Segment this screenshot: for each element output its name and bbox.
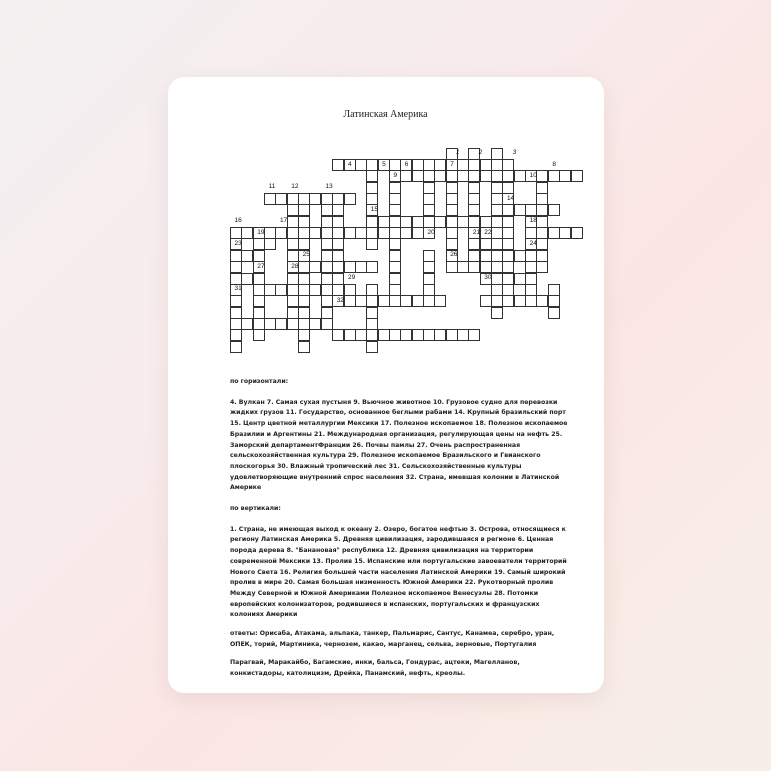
crossword-cell[interactable] bbox=[230, 318, 242, 330]
crossword-cell[interactable] bbox=[366, 307, 378, 319]
crossword-cell[interactable] bbox=[298, 307, 310, 319]
crossword-cell[interactable] bbox=[446, 182, 458, 194]
crossword-cell[interactable] bbox=[389, 159, 401, 171]
crossword-cell[interactable] bbox=[525, 261, 537, 273]
crossword-cell[interactable] bbox=[571, 170, 583, 182]
crossword-cell[interactable] bbox=[366, 170, 378, 182]
crossword-cell[interactable] bbox=[434, 295, 446, 307]
crossword-cell[interactable] bbox=[400, 227, 412, 239]
crossword-cell[interactable] bbox=[366, 216, 378, 228]
crossword-cell[interactable] bbox=[548, 227, 560, 239]
crossword-cell[interactable] bbox=[366, 329, 378, 341]
crossword-cell[interactable] bbox=[423, 204, 435, 216]
crossword-cell[interactable] bbox=[536, 204, 548, 216]
crossword-cell[interactable] bbox=[571, 227, 583, 239]
crossword-cell[interactable] bbox=[366, 318, 378, 330]
crossword-cell[interactable] bbox=[536, 238, 548, 250]
crossword-cell[interactable] bbox=[412, 216, 424, 228]
crossword-cell[interactable] bbox=[468, 329, 480, 341]
crossword-cell[interactable] bbox=[434, 170, 446, 182]
crossword-cell[interactable] bbox=[412, 329, 424, 341]
crossword-cell[interactable] bbox=[230, 295, 242, 307]
crossword-cell[interactable] bbox=[480, 261, 492, 273]
clue-number: 16 bbox=[234, 217, 242, 225]
crossword-cell[interactable] bbox=[446, 170, 458, 182]
crossword-cell[interactable] bbox=[491, 182, 503, 194]
clue-number: 10 bbox=[529, 171, 537, 179]
crossword-cell[interactable] bbox=[253, 273, 265, 285]
clue-number: 8 bbox=[552, 160, 556, 168]
clue-number: 11 bbox=[268, 183, 276, 191]
crossword-cell[interactable] bbox=[389, 250, 401, 262]
crossword-cell[interactable] bbox=[468, 238, 480, 250]
crossword-cell[interactable] bbox=[298, 227, 310, 239]
crossword-cell[interactable] bbox=[389, 204, 401, 216]
crossword-cell[interactable] bbox=[321, 216, 333, 228]
crossword-cell[interactable] bbox=[298, 318, 310, 330]
crossword-cell[interactable] bbox=[502, 159, 514, 171]
crossword-cell[interactable] bbox=[457, 159, 469, 171]
crossword-cell[interactable] bbox=[230, 341, 242, 353]
crossword-cell[interactable] bbox=[389, 295, 401, 307]
crossword-cell[interactable] bbox=[241, 227, 253, 239]
crossword-cell[interactable] bbox=[275, 284, 287, 296]
crossword-cell[interactable] bbox=[287, 227, 299, 239]
crossword-cell[interactable] bbox=[502, 250, 514, 262]
crossword-cell[interactable] bbox=[468, 261, 480, 273]
crossword-cell[interactable] bbox=[253, 238, 265, 250]
crossword-cell[interactable] bbox=[298, 238, 310, 250]
crossword-cell[interactable] bbox=[480, 170, 492, 182]
crossword-cell[interactable] bbox=[491, 170, 503, 182]
crossword-cell[interactable] bbox=[298, 295, 310, 307]
crossword-cell[interactable] bbox=[241, 273, 253, 285]
clue-number: 23 bbox=[234, 239, 242, 247]
crossword-cell[interactable] bbox=[423, 193, 435, 205]
crossword-cell[interactable] bbox=[502, 182, 514, 194]
crossword-cell[interactable] bbox=[275, 318, 287, 330]
crossword-cell[interactable] bbox=[457, 329, 469, 341]
crossword-cell[interactable] bbox=[253, 250, 265, 262]
crossword-cell[interactable] bbox=[423, 295, 435, 307]
crossword-cell[interactable] bbox=[468, 193, 480, 205]
crossword-cell[interactable] bbox=[457, 261, 469, 273]
clue-number: 6 bbox=[404, 160, 409, 168]
crossword-cell[interactable] bbox=[491, 295, 503, 307]
crossword-cell[interactable] bbox=[366, 238, 378, 250]
crossword-cell[interactable] bbox=[389, 227, 401, 239]
crossword-cell[interactable] bbox=[332, 216, 344, 228]
crossword-cell[interactable] bbox=[446, 238, 458, 250]
crossword-cell[interactable] bbox=[468, 250, 480, 262]
crossword-cell[interactable] bbox=[332, 261, 344, 273]
crossword-cell[interactable] bbox=[298, 204, 310, 216]
crossword-cell[interactable] bbox=[400, 170, 412, 182]
clue-number: 5 bbox=[382, 160, 386, 168]
crossword-cell[interactable] bbox=[434, 216, 446, 228]
crossword-cell[interactable] bbox=[253, 284, 265, 296]
crossword-cell[interactable] bbox=[287, 318, 299, 330]
crossword-cell[interactable] bbox=[389, 284, 401, 296]
crossword-cell[interactable] bbox=[355, 295, 367, 307]
crossword-cell[interactable] bbox=[298, 284, 310, 296]
clue-number: 4 bbox=[348, 160, 352, 168]
crossword-cell[interactable] bbox=[480, 216, 492, 228]
crossword-cell[interactable] bbox=[253, 295, 265, 307]
crossword-cell[interactable] bbox=[389, 193, 401, 205]
crossword-cell[interactable] bbox=[548, 284, 560, 296]
vertical-heading: по вертикали: bbox=[230, 505, 281, 513]
crossword-cell[interactable] bbox=[480, 295, 492, 307]
crossword-cell[interactable] bbox=[230, 261, 242, 273]
clue-number: 32 bbox=[336, 296, 344, 304]
crossword-cell[interactable] bbox=[287, 250, 299, 262]
crossword-cell[interactable] bbox=[321, 307, 333, 319]
crossword-cell[interactable] bbox=[264, 284, 276, 296]
crossword-cell[interactable] bbox=[241, 250, 253, 262]
crossword-cell[interactable] bbox=[389, 273, 401, 285]
crossword-cell[interactable] bbox=[389, 182, 401, 194]
crossword-cell[interactable] bbox=[253, 318, 265, 330]
crossword-cell[interactable] bbox=[309, 261, 321, 273]
crossword-cell[interactable] bbox=[536, 295, 548, 307]
crossword-cell[interactable] bbox=[366, 284, 378, 296]
crossword-cell[interactable] bbox=[287, 295, 299, 307]
crossword-cell[interactable] bbox=[264, 227, 276, 239]
crossword-cell[interactable] bbox=[378, 227, 390, 239]
crossword-cell[interactable] bbox=[536, 193, 548, 205]
crossword-cell[interactable] bbox=[332, 204, 344, 216]
crossword-cell[interactable] bbox=[423, 216, 435, 228]
crossword-cell[interactable] bbox=[378, 295, 390, 307]
crossword-cell[interactable] bbox=[366, 193, 378, 205]
crossword-cell[interactable] bbox=[298, 193, 310, 205]
crossword-cell[interactable] bbox=[491, 148, 503, 160]
crossword-cell[interactable] bbox=[480, 159, 492, 171]
crossword-cell[interactable] bbox=[468, 204, 480, 216]
crossword-cell[interactable] bbox=[502, 238, 514, 250]
crossword-cell[interactable] bbox=[423, 182, 435, 194]
crossword-cell[interactable] bbox=[536, 227, 548, 239]
crossword-cell[interactable] bbox=[309, 318, 321, 330]
crossword-cell[interactable] bbox=[525, 273, 537, 285]
crossword-cell[interactable] bbox=[559, 170, 571, 182]
crossword-cell[interactable] bbox=[355, 329, 367, 341]
crossword-cell[interactable] bbox=[514, 273, 526, 285]
crossword-cell[interactable] bbox=[536, 170, 548, 182]
crossword-cell[interactable] bbox=[491, 238, 503, 250]
crossword-cell[interactable] bbox=[491, 284, 503, 296]
crossword-cell[interactable] bbox=[344, 284, 356, 296]
crossword-cell[interactable] bbox=[446, 261, 458, 273]
crossword-cell[interactable] bbox=[502, 170, 514, 182]
crossword-cell[interactable] bbox=[502, 227, 514, 239]
crossword-cell[interactable] bbox=[389, 216, 401, 228]
crossword-cell[interactable] bbox=[321, 238, 333, 250]
horizontal-heading: по горизонтали: bbox=[230, 378, 289, 385]
crossword-cell[interactable] bbox=[400, 216, 412, 228]
crossword-cell[interactable] bbox=[536, 261, 548, 273]
vertical-clues: 1. Страна, не имеющая выход к океану 2. Озеро, богатое нефтью 3. Острова, относящиеся к региону Латинская Америка 5. Древняя цивилизация, зародившаяся в регионе 6. Ценная порода дерева 8. "Банановая" республика 12. Древняя цивилизация на территории современной Мексики 13. Пролив 15. Испанские или португальские завоеватели территорий Нового Света 16. Религия большей части населения Латинской Америки 19. Самый широкий пролив в мире 20. Самая большая низменность Южной Америки 22. Рукотворный пролив Между Северной и Южной Америками Полезное ископаемое Венесуэлы 28. Потомки европейских колонизаторов, родившиеся в испанских, португальских и французских колониях Америки bbox=[230, 525, 567, 619]
crossword-cell[interactable] bbox=[253, 329, 265, 341]
crossword-cell[interactable] bbox=[253, 307, 265, 319]
crossword-cell[interactable] bbox=[514, 295, 526, 307]
clue-number: 20 bbox=[427, 228, 435, 236]
crossword-cell[interactable] bbox=[321, 227, 333, 239]
crossword-cell[interactable] bbox=[275, 227, 287, 239]
crossword-cell[interactable] bbox=[298, 273, 310, 285]
clue-number: 24 bbox=[529, 239, 537, 247]
crossword-cell[interactable] bbox=[468, 182, 480, 194]
clue-number: 28 bbox=[291, 262, 299, 270]
crossword-cell[interactable] bbox=[389, 261, 401, 273]
clues-section bbox=[230, 377, 575, 680]
crossword-cell[interactable] bbox=[514, 250, 526, 262]
crossword-cell[interactable] bbox=[332, 227, 344, 239]
crossword-cell[interactable] bbox=[491, 261, 503, 273]
crossword-cell[interactable] bbox=[491, 307, 503, 319]
crossword-cell[interactable] bbox=[502, 204, 514, 216]
crossword-cell[interactable] bbox=[321, 204, 333, 216]
crossword-cell[interactable] bbox=[491, 193, 503, 205]
crossword-cell[interactable] bbox=[559, 227, 571, 239]
clue-number: 26 bbox=[450, 251, 458, 259]
crossword-cell[interactable] bbox=[355, 227, 367, 239]
crossword-cell[interactable] bbox=[298, 216, 310, 228]
crossword-cell[interactable] bbox=[525, 204, 537, 216]
crossword-cell[interactable] bbox=[457, 216, 469, 228]
crossword-cell[interactable] bbox=[366, 341, 378, 353]
crossword-cell[interactable] bbox=[275, 193, 287, 205]
answers-line-2: Парагвай, Маракайбо, Багамские, инки, бальса, Гондурас, ацтеки, Магелланов, конкистадоры, католицизм, Дрейка, Панамский, нефть, креолы. bbox=[230, 659, 520, 678]
crossword-cell[interactable] bbox=[230, 329, 242, 341]
crossword-cell[interactable] bbox=[321, 318, 333, 330]
crossword-cell[interactable] bbox=[287, 273, 299, 285]
crossword-cell[interactable] bbox=[344, 261, 356, 273]
crossword-cell[interactable] bbox=[434, 329, 446, 341]
crossword-cell[interactable] bbox=[502, 295, 514, 307]
crossword-cell[interactable] bbox=[332, 329, 344, 341]
crossword-cell[interactable] bbox=[491, 216, 503, 228]
crossword-cell[interactable] bbox=[344, 329, 356, 341]
crossword-cell[interactable] bbox=[344, 295, 356, 307]
crossword-cell[interactable] bbox=[434, 159, 446, 171]
clue-number: 22 bbox=[484, 228, 492, 236]
crossword-cell[interactable] bbox=[298, 329, 310, 341]
crossword-cell[interactable] bbox=[366, 182, 378, 194]
crossword-cell[interactable] bbox=[468, 170, 480, 182]
crossword-cell[interactable] bbox=[423, 284, 435, 296]
crossword-cell[interactable] bbox=[321, 250, 333, 262]
clue-number: 19 bbox=[257, 228, 265, 236]
clue-number: 30 bbox=[484, 274, 492, 281]
crossword-cell[interactable] bbox=[287, 307, 299, 319]
crossword-cell[interactable] bbox=[468, 216, 480, 228]
clue-number: 17 bbox=[279, 217, 288, 225]
horizontal-clues: 4. Вулкан 7. Самая сухая пустыня 9. Вьючное животное 10. Грузовое судно для перевозки жидких грузов 11. Государство, основанное беглыми рабами 14. Крупный бразильский порт 15. Центр цветной металлургии Мексики 17. Полезное ископаемое 18. Полезное ископаемое Бразилии и Аргентины 21. Международная организация, регулирующая цены на нефть 25. Заморский департаментФранции 26. Почвы памлы 27. Очень распространенная сельскохозяйственная культура 29. Полезное ископаемое Бразильского и Гвианского плоскогорья 30. Влажный тропический лес 31. Сельскохозяйственные культуры удовлетворяющие внутренний спрос населения 32. Страна, имевшая колонии в Латинской Америке bbox=[230, 398, 568, 492]
clue-number: 21 bbox=[472, 228, 481, 236]
crossword-cell[interactable] bbox=[298, 341, 310, 353]
crossword-cell[interactable] bbox=[457, 170, 469, 182]
crossword-cell[interactable] bbox=[502, 284, 514, 296]
crossword-cell[interactable] bbox=[548, 307, 560, 319]
crossword-cell[interactable] bbox=[378, 216, 390, 228]
crossword-cell[interactable] bbox=[241, 318, 253, 330]
crossword-cell[interactable] bbox=[332, 250, 344, 262]
crossword-cell[interactable] bbox=[423, 250, 435, 262]
clue-number: 31 bbox=[234, 285, 242, 293]
crossword-cell[interactable] bbox=[366, 227, 378, 239]
crossword-cell[interactable] bbox=[548, 170, 560, 182]
crossword-cell[interactable] bbox=[446, 216, 458, 228]
crossword-cell[interactable] bbox=[502, 261, 514, 273]
crossword-cell[interactable] bbox=[525, 250, 537, 262]
crossword-cell[interactable] bbox=[536, 250, 548, 262]
crossword-cell[interactable] bbox=[502, 273, 514, 285]
crossword-cell[interactable] bbox=[491, 250, 503, 262]
crossword-cell[interactable] bbox=[332, 284, 344, 296]
crossword-cell[interactable] bbox=[525, 227, 537, 239]
crossword-cell[interactable] bbox=[309, 227, 321, 239]
crossword-cell[interactable] bbox=[230, 307, 242, 319]
crossword-cell[interactable] bbox=[321, 261, 333, 273]
crossword-cell[interactable] bbox=[366, 159, 378, 171]
crossword-cell[interactable] bbox=[502, 216, 514, 228]
crossword-cell[interactable] bbox=[264, 238, 276, 250]
crossword-cell[interactable] bbox=[491, 273, 503, 285]
clue-number: 3 bbox=[512, 149, 517, 157]
crossword-cell[interactable] bbox=[480, 238, 492, 250]
crossword-cell[interactable] bbox=[548, 204, 560, 216]
crossword-cell[interactable] bbox=[344, 227, 356, 239]
crossword-cell[interactable] bbox=[400, 295, 412, 307]
crossword-cell[interactable] bbox=[287, 216, 299, 228]
clue-number: 29 bbox=[348, 274, 356, 281]
crossword-cell[interactable] bbox=[446, 193, 458, 205]
crossword-cell[interactable] bbox=[366, 261, 378, 273]
crossword-cell[interactable] bbox=[514, 170, 526, 182]
clue-number: 25 bbox=[302, 251, 310, 259]
crossword-cell[interactable] bbox=[287, 284, 299, 296]
crossword-cell[interactable] bbox=[298, 261, 310, 273]
crossword-cell[interactable] bbox=[332, 193, 344, 205]
crossword-cell[interactable] bbox=[309, 284, 321, 296]
crossword-cell[interactable] bbox=[332, 159, 344, 171]
crossword-cell[interactable] bbox=[446, 227, 458, 239]
crossword-cell[interactable] bbox=[321, 193, 333, 205]
clue-number: 9 bbox=[393, 171, 398, 179]
crossword-cell[interactable] bbox=[389, 238, 401, 250]
clue-number: 15 bbox=[370, 205, 378, 213]
crossword-cell[interactable] bbox=[514, 204, 526, 216]
crossword-cell[interactable] bbox=[355, 261, 367, 273]
crossword-cell[interactable] bbox=[491, 204, 503, 216]
crossword-cell[interactable] bbox=[412, 170, 424, 182]
crossword-cell[interactable] bbox=[548, 295, 560, 307]
crossword-cell[interactable] bbox=[423, 273, 435, 285]
crossword-cell[interactable] bbox=[321, 284, 333, 296]
crossword-cell[interactable] bbox=[264, 193, 276, 205]
crossword-cell[interactable] bbox=[321, 295, 333, 307]
crossword-cell[interactable] bbox=[287, 193, 299, 205]
crossword-cell[interactable] bbox=[491, 159, 503, 171]
crossword-cell[interactable] bbox=[423, 329, 435, 341]
crossword-cell[interactable] bbox=[264, 318, 276, 330]
clue-number: 2 bbox=[478, 149, 483, 157]
crossword-cell[interactable] bbox=[344, 193, 356, 205]
clue-number: 14 bbox=[506, 194, 515, 202]
crossword-cell[interactable] bbox=[525, 284, 537, 296]
crossword-cell[interactable] bbox=[536, 182, 548, 194]
clue-number: 7 bbox=[450, 160, 454, 168]
crossword-cell[interactable] bbox=[332, 238, 344, 250]
crossword-cell[interactable] bbox=[389, 329, 401, 341]
crossword-cell[interactable] bbox=[355, 159, 367, 171]
crossword-cell[interactable] bbox=[412, 159, 424, 171]
crossword-cell[interactable] bbox=[480, 250, 492, 262]
crossword-cell[interactable] bbox=[230, 273, 242, 285]
crossword-cell[interactable] bbox=[287, 238, 299, 250]
crossword-cell[interactable] bbox=[412, 295, 424, 307]
crossword-cell[interactable] bbox=[446, 329, 458, 341]
crossword-cell[interactable] bbox=[423, 261, 435, 273]
page-title: Латинская Америка bbox=[343, 109, 428, 120]
crossword-cell[interactable] bbox=[536, 216, 548, 228]
crossword-cell[interactable] bbox=[378, 329, 390, 341]
crossword-cell[interactable] bbox=[446, 204, 458, 216]
clue-number: 18 bbox=[529, 217, 537, 225]
answers-line-1: ответы: Орисаба, Атакама, альпака, танкер, Пальмарис, Сантус, Канамеа, серебро, уран, ОПЕК, торий, Мартиника, чернозем, какао, марганец, сельва, зерновые, Португалия bbox=[230, 630, 555, 648]
clue-number: 13 bbox=[325, 183, 333, 191]
crossword-cell[interactable] bbox=[321, 273, 333, 285]
crossword-cell[interactable] bbox=[230, 227, 242, 239]
crossword-cell[interactable] bbox=[230, 250, 242, 262]
crossword-cell[interactable] bbox=[400, 329, 412, 341]
crossword-cell[interactable] bbox=[468, 159, 480, 171]
crossword-cell[interactable] bbox=[525, 295, 537, 307]
crossword-cell[interactable] bbox=[309, 193, 321, 205]
clue-number: 27 bbox=[257, 262, 265, 270]
crossword-cell[interactable] bbox=[423, 159, 435, 171]
clue-number: 12 bbox=[291, 183, 299, 191]
crossword-cell[interactable] bbox=[287, 204, 299, 216]
crossword-cell[interactable] bbox=[332, 273, 344, 285]
crossword-cell[interactable] bbox=[423, 170, 435, 182]
clue-number: 1 bbox=[455, 149, 460, 157]
crossword-cell[interactable] bbox=[366, 295, 378, 307]
crossword-cell[interactable] bbox=[412, 227, 424, 239]
